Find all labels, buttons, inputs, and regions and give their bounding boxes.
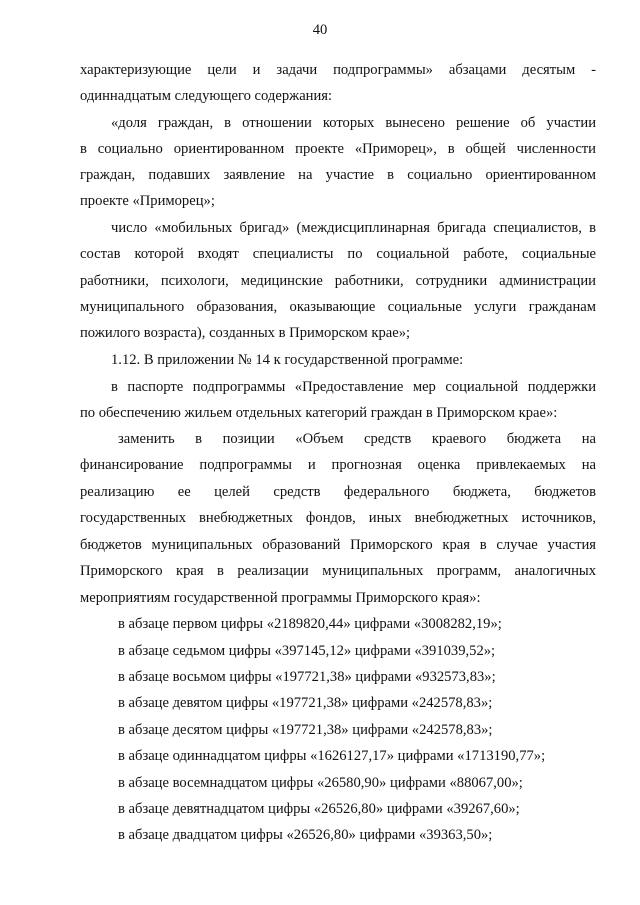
text-line: в паспорте подпрограммы «Предоставление мер социальной поддержки: [111, 379, 596, 395]
text-line: Приморского края в реализации муниципальных программ, аналогичных: [80, 563, 596, 579]
list-item: в абзаце девятом цифры «197721,38» цифрами «242578,83»;: [118, 695, 493, 711]
text-line: пожилого возраста), созданных в Приморском крае»;: [80, 325, 411, 341]
text-line: реализацию ее целей средств федерального бюджета, бюджетов: [80, 484, 596, 500]
text-line: заменить в позиции «Объем средств краевого бюджета на: [118, 431, 596, 447]
text-line: число «мобильных бригад» (междисциплинарная бригада специалистов, в: [111, 220, 596, 236]
text-line: работники, психологи, медицинские работники, сотрудники администрации: [80, 273, 596, 289]
text-line: состав которой входят специалисты по социальной работе, социальные: [80, 246, 596, 262]
list-item: в абзаце одиннадцатом цифры «1626127,17» цифрами «1713190,77»;: [118, 748, 546, 764]
list-item: в абзаце двадцатом цифры «26526,80» цифрами «39363,50»;: [118, 827, 493, 843]
text-line: в социально ориентированном проекте «Приморец», в общей численности: [80, 141, 596, 157]
list-item: в абзаце первом цифры «2189820,44» цифрами «3008282,19»;: [118, 616, 502, 632]
text-line: проекте «Приморец»;: [80, 193, 215, 209]
text-line: «доля граждан, в отношении которых вынесено решение об участии: [111, 115, 596, 131]
list-item: в абзаце восемнадцатом цифры «26580,90» цифрами «88067,00»;: [118, 775, 523, 791]
text-line: по обеспечению жильем отдельных категорий граждан в Приморском крае»:: [80, 405, 558, 421]
text-line: бюджетов муниципальных образований Приморского края в случае участия: [80, 537, 596, 553]
text-line: одиннадцатым следующего содержания:: [80, 88, 333, 104]
text-line: мероприятиям государственной программы Приморского края»:: [80, 590, 481, 606]
list-item: в абзаце седьмом цифры «397145,12» цифрами «391039,52»;: [118, 643, 496, 659]
text-line: муниципального образования, оказывающие социальные услуги гражданам: [80, 299, 596, 315]
list-item: в абзаце десятом цифры «197721,38» цифрами «242578,83»;: [118, 722, 493, 738]
text-line: граждан, подавших заявление на участие в социально ориентированном: [80, 167, 596, 183]
text-line: 1.12. В приложении № 14 к государственной программе:: [111, 352, 464, 368]
text-line: финансирование подпрограммы и прогнозная оценка привлекаемых на: [80, 457, 596, 473]
list-item: в абзаце восьмом цифры «197721,38» цифрами «932573,83»;: [118, 669, 496, 685]
page-number: 40: [312, 22, 328, 38]
list-item: в абзаце девятнадцатом цифры «26526,80» цифрами «39267,60»;: [118, 801, 520, 817]
text-line: характеризующие цели и задачи подпрограммы» абзацами десятым -: [80, 62, 596, 78]
text-line: государственных внебюджетных фондов, иных внебюджетных источников,: [80, 510, 596, 526]
